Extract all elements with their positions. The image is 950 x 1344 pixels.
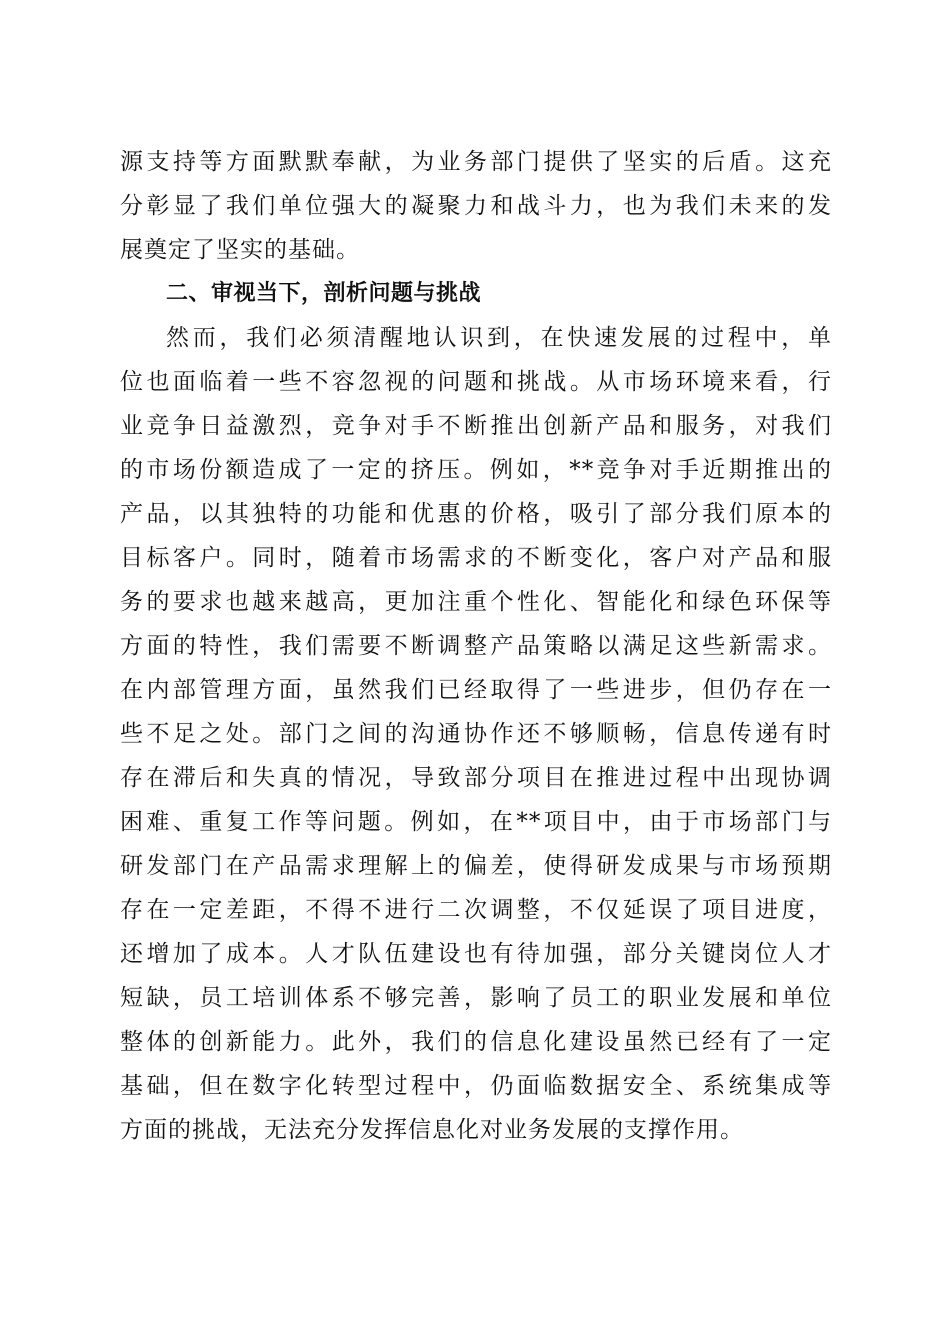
body-text-line: 整体的创新能力。此外，我们的信息化建设虽然已经有了一定: [120, 1029, 832, 1055]
section-heading: 二、审视当下，剖析问题与挑战: [166, 281, 482, 306]
body-text-line: 展奠定了坚实的基础。: [120, 237, 360, 263]
body-text-line: 在内部管理方面，虽然我们已经取得了一些进步，但仍存在一: [120, 677, 832, 703]
body-text-line: 还增加了成本。人才队伍建设也有待加强，部分关键岗位人才: [120, 941, 832, 967]
body-text-line: 方面的挑战，无法充分发挥信息化对业务发展的支撑作用。: [120, 1117, 744, 1143]
body-text-line: 基础，但在数字化转型过程中，仍面临数据安全、系统集成等: [120, 1073, 832, 1099]
body-text-line: 存在一定差距，不得不进行二次调整，不仅延误了项目进度，: [120, 897, 832, 923]
body-text-line: 方面的特性，我们需要不断调整产品策略以满足这些新需求。: [120, 633, 832, 659]
body-text-line: 的市场份额造成了一定的挤压。例如，**竞争对手近期推出的: [120, 457, 832, 483]
document-body: [120, 140, 832, 1152]
body-text-line: 源支持等方面默默奉献，为业务部门提供了坚实的后盾。这充: [120, 149, 832, 175]
body-text-line: 目标客户。同时，随着市场需求的不断变化，客户对产品和服: [120, 545, 832, 571]
body-text-line: 位也面临着一些不容忽视的问题和挑战。从市场环境来看，行: [120, 369, 832, 395]
body-text-line: 困难、重复工作等问题。例如，在**项目中，由于市场部门与: [120, 809, 832, 835]
body-text-line: 些不足之处。部门之间的沟通协作还不够顺畅，信息传递有时: [120, 721, 832, 747]
body-text-line: 业竞争日益激烈，竞争对手不断推出创新产品和服务，对我们: [120, 413, 832, 439]
body-text-line: 务的要求也越来越高，更加注重个性化、智能化和绿色环保等: [120, 589, 832, 615]
body-text-line: 分彰显了我们单位强大的凝聚力和战斗力，也为我们未来的发: [120, 193, 832, 219]
body-text-line: 研发部门在产品需求理解上的偏差，使得研发成果与市场预期: [120, 853, 832, 879]
body-text-line: 短缺，员工培训体系不够完善，影响了员工的职业发展和单位: [120, 985, 832, 1011]
body-text-line: 产品，以其独特的功能和优惠的价格，吸引了部分我们原本的: [120, 501, 832, 527]
body-text-line: 存在滞后和失真的情况，导致部分项目在推进过程中出现协调: [120, 765, 832, 791]
body-text-line: 然而，我们必须清醒地认识到，在快速发展的过程中，单: [166, 325, 832, 351]
